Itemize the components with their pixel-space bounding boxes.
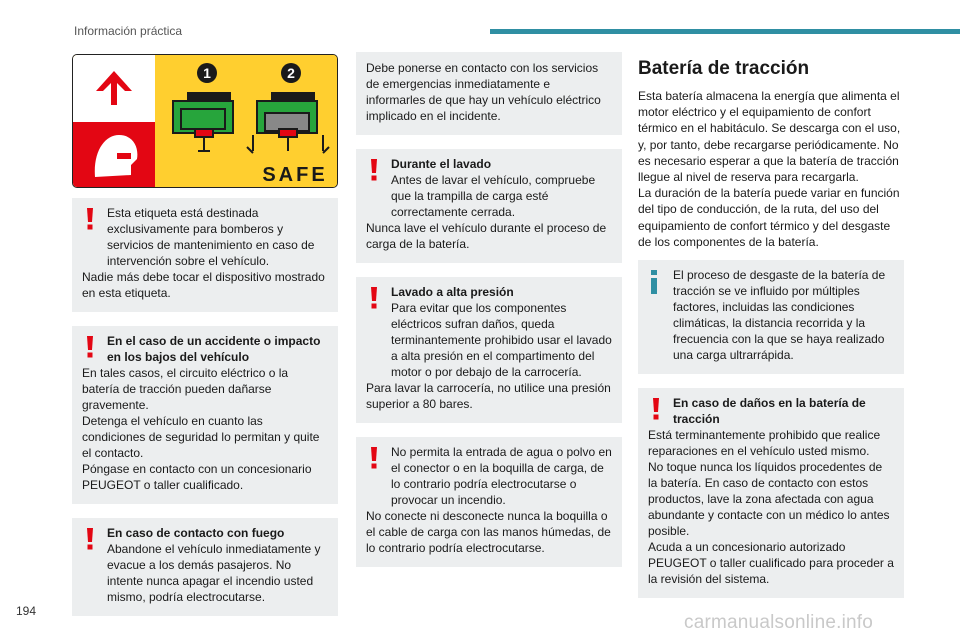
exclamation-warning-icon [367,446,381,470]
emergency-text: Debe ponerse en contacto con los servicios de emergencias inmediatamente e informarles de que hay un vehículo eléctrico implicado en el incidente. [366,61,601,123]
firefighter-safety-label [72,54,338,188]
warning-text: Para lavar la carrocería, no utilice una presión superior a 80 bares. [366,381,611,411]
warning-title: Durante el lavado [391,157,492,171]
warning-box-fire [72,518,338,616]
warning-box-high-pressure [356,277,622,423]
label-number-1: 1 [203,65,211,81]
warning-text: Está terminantemente prohibido que realice reparaciones en el vehículo usted mismo. [648,428,881,459]
exclamation-warning-icon [83,335,97,359]
warning-title: En el caso de un accidente o impacto en los bajos del vehículo [107,334,321,364]
label-number-2: 2 [287,65,295,81]
warning-text: Abandone el vehículo inmediatamente y evacue a los demás pasajeros. No intente nunca apagar el incendio usted mismo, podría electrocutarse. [107,542,321,604]
header-title: Información práctica [74,24,183,38]
safety-label-graphic [73,55,338,188]
body-paragraph [638,88,904,250]
exclamation-warning-icon [367,286,381,310]
info-icon [648,269,660,295]
warning-text: No permita la entrada de agua o polvo en el conector o en la boquilla de carga, de lo contrario podría electrocutarse o provocar un incendio. [391,445,612,507]
body-paragraph-2: La duración de la batería puede variar en función del tipo de conducción, de la ruta, del uso del equipamiento de confort térmico y del desgaste de los componentes de la batería. [638,186,900,249]
warning-text: Esta etiqueta está destinada exclusivamente para bomberos y servicios de mantenimiento en caso de intervención sobre el vehículo. [107,206,315,268]
watermark: carmanualsonline.info [684,612,874,633]
warning-text: Nadie más debe tocar el dispositivo mostrado en esta etiqueta. [82,270,325,300]
info-box-battery-wear [638,260,904,374]
header-accent-bar [490,29,960,34]
warning-text: Nunca lave el vehículo durante el proceso de carga de la batería. [366,221,607,251]
warning-text: Póngase en contacto con un concesionario PEUGEOT o taller cualificado. [82,462,312,492]
exclamation-warning-icon [649,397,663,421]
warning-text: Detenga el vehículo en cuanto las condiciones de seguridad lo permitan y quite el contacto. [82,414,320,460]
column-3 [638,52,904,612]
body-paragraph-1: Esta batería almacena la energía que alimenta el motor eléctrico y el equipamiento de confort térmico en el habitáculo. Se descarga con el uso, y, por tanto, debe recargarse periódicamente. No es necesario esperar a que la batería de tracción llegue al nivel de reserva para recargarla. [638,89,901,185]
warning-title: En caso de contacto con fuego [107,526,285,540]
warning-text: Para evitar que los componentes eléctricos sufran daños, queda terminantemente prohibido usar el lavado a alta presión en el compartimento del motor o por debajo de la carrocería. [391,301,612,379]
warning-text: No toque nunca los líquidos procedentes de la batería. En caso de contacto con estos productos, lave la zona afectada con agua abundante y contacte con un médico lo antes posible. [648,460,890,539]
column-2 [356,52,622,581]
warning-box-label-usage [72,198,338,312]
page-number: 194 [16,604,37,618]
warning-title: En caso de daños en la batería de tracción [673,396,866,427]
column-1 [72,54,338,630]
warning-box-water [356,437,622,567]
safe-label: SAFE [262,164,328,186]
info-text: El proceso de desgaste de la batería de tracción se ve influido por múltiples factores, incluidas las condiciones climáticas, la distancia recorrida y la frecuencia con la que se haya realizado una carga ultrarrápida. [673,268,886,363]
exclamation-warning-icon [367,158,381,182]
emergency-contact-box [356,52,622,135]
warning-box-washing [356,149,622,263]
warning-text: Acuda a un concesionario autorizado PEUGEOT o taller cualificado para proceder a la revisión del sistema. [648,540,894,587]
exclamation-warning-icon [83,527,97,551]
warning-title: Lavado a alta presión [391,285,514,299]
section-title: Batería de tracción [638,58,810,79]
warning-text: No conecte ni desconecte nunca la boquilla o el cable de carga con las manos húmedas, de lo contrario podría electrocutarse. [366,509,611,555]
exclamation-warning-icon [83,207,97,231]
warning-text: Antes de lavar el vehículo, compruebe que la trampilla de carga esté correctamente cerrada. [391,173,596,219]
warning-box-battery-damage [638,388,904,598]
warning-text: En tales casos, el circuito eléctrico o la batería de tracción pueden dañarse gravemente. [82,366,289,412]
warning-box-accident [72,326,338,504]
